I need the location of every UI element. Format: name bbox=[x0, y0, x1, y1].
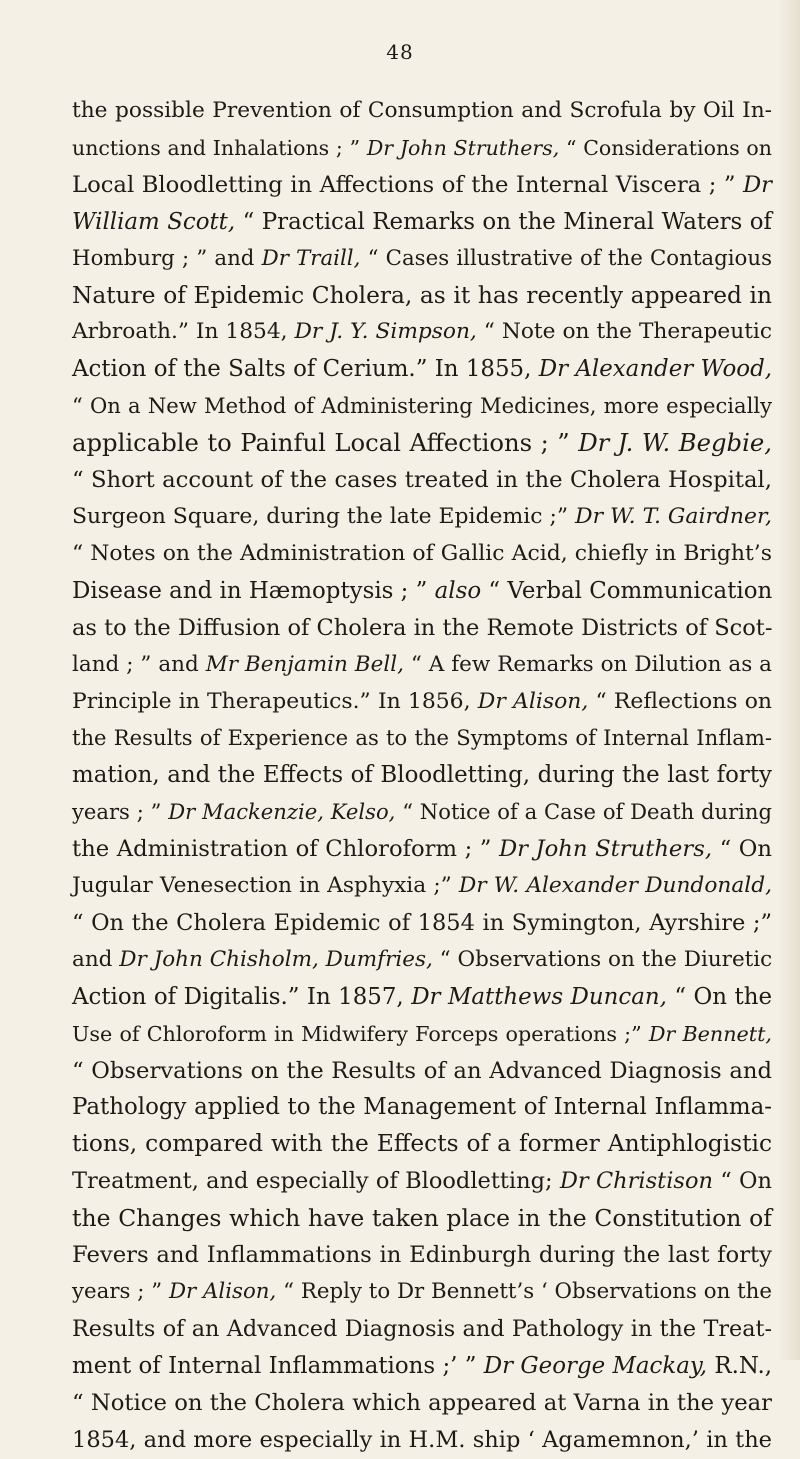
text-line bbox=[72, 942, 772, 979]
italic-name: Dr W. T. Gairdner, bbox=[575, 503, 772, 529]
text-line bbox=[72, 130, 772, 167]
text-line bbox=[72, 1053, 772, 1090]
text-segment: “ Observations on the Results of an Advanced Diagnosis and bbox=[72, 1057, 772, 1084]
text-segment: “ On bbox=[712, 836, 772, 863]
text-segment: Arbroath.” In 1854, bbox=[72, 319, 295, 345]
text-segment: years ; ” bbox=[72, 1279, 169, 1304]
text-segment: Action of the Salts of Cerium.” In 1855, bbox=[72, 356, 539, 383]
text-segment: Surgeon Square, during the late Epidemic ;” bbox=[72, 503, 576, 529]
italic-name: Dr Matthews Duncan, bbox=[411, 983, 667, 1010]
italic-name: Dr Alison, bbox=[168, 1279, 277, 1304]
text-segment: Disease and in Hæmoptysis ; ” bbox=[72, 577, 435, 604]
text-segment: “ Verbal Communication bbox=[481, 577, 773, 604]
text-line bbox=[72, 536, 772, 573]
text-line bbox=[72, 1089, 772, 1126]
text-segment: Jugular Venesection in Asphyxia ;” bbox=[72, 873, 459, 899]
text-line bbox=[72, 499, 772, 536]
text-segment: Local Bloodletting in Affections of the Internal Viscera ; ” bbox=[72, 171, 743, 198]
text-segment: mation, and the Effects of Bloodletting, during the last forty bbox=[72, 762, 772, 789]
italic-name: William Scott, bbox=[72, 208, 236, 235]
text-segment: “ Notice of a Case of Death during bbox=[395, 799, 772, 825]
text-line bbox=[72, 573, 772, 610]
text-line bbox=[72, 1163, 772, 1200]
text-line bbox=[72, 979, 772, 1016]
italic-name: Dr bbox=[742, 171, 772, 198]
text-line bbox=[72, 167, 772, 204]
text-segment: “ On the bbox=[666, 983, 772, 1010]
text-line bbox=[72, 794, 772, 831]
text-segment: “ Notes on the Administration of Gallic Acid, chiefly in Bright’s bbox=[72, 540, 772, 566]
text-line bbox=[72, 1200, 772, 1237]
text-line bbox=[72, 388, 772, 425]
text-line bbox=[72, 93, 772, 130]
text-line bbox=[72, 1126, 772, 1163]
italic-name: Dr Alexander Wood, bbox=[538, 356, 773, 383]
italic-name: Dr John Struthers, bbox=[498, 836, 713, 863]
text-segment: R.N., bbox=[707, 1352, 773, 1379]
text-line bbox=[72, 462, 772, 499]
text-segment: Principle in Therapeutics.” In 1856, bbox=[72, 688, 478, 714]
text-line bbox=[72, 1237, 772, 1274]
text-segment: Treatment, and especially of Bloodletting; bbox=[72, 1168, 560, 1195]
text-line bbox=[72, 868, 772, 905]
text-segment: “ Notice on the Cholera which appeared at Varna in the year bbox=[72, 1389, 772, 1416]
text-line bbox=[72, 905, 772, 942]
italic-name: Dr W. Alexander Dundonald, bbox=[458, 873, 772, 899]
text-segment: Action of Digitalis.” In 1857, bbox=[72, 983, 412, 1010]
text-segment: unctions and Inhalations ; ” bbox=[72, 135, 367, 160]
text-line bbox=[72, 720, 772, 757]
text-line bbox=[72, 1016, 772, 1053]
text-line bbox=[72, 278, 772, 315]
text-segment: ment of Internal Inflammations ;’ ” bbox=[72, 1352, 484, 1379]
text-segment: applicable to Painful Local Affections ; ” bbox=[72, 428, 579, 458]
text-segment: Use of Chloroform in Midwifery Forceps operations ;” bbox=[72, 1021, 649, 1046]
page-edge-shadow bbox=[778, 0, 800, 1360]
text-line bbox=[72, 351, 772, 388]
text-line bbox=[72, 241, 772, 278]
text-segment: “ A few Remarks on Dilution as a bbox=[403, 651, 773, 677]
text-segment: “ Reflections on bbox=[588, 688, 772, 714]
text-line bbox=[72, 425, 772, 462]
text-segment: the Changes which have taken place in the Constitution of bbox=[72, 1204, 772, 1233]
text-line bbox=[72, 1385, 772, 1422]
text-segment: Pathology applied to the Management of Internal Inflamma- bbox=[72, 1094, 772, 1121]
text-segment: Fevers and Inflammations in Edinburgh during the last forty bbox=[72, 1242, 772, 1269]
text-segment: tions, compared with the Effects of a former Antiphlogistic bbox=[72, 1130, 772, 1158]
italic-name: Mr Benjamin Bell, bbox=[205, 651, 404, 677]
text-segment: “ Reply to Dr Bennett’s ‘ Observations on the bbox=[276, 1279, 772, 1304]
italic-name: Dr J. W. Begbie, bbox=[578, 428, 772, 458]
text-line bbox=[72, 204, 772, 241]
text-segment: “ Note on the Therapeutic bbox=[476, 319, 773, 345]
italic-name: Dr Traill, bbox=[261, 245, 361, 271]
text-line bbox=[72, 1311, 772, 1348]
text-segment: Results of an Advanced Diagnosis and Pathology in the Treat- bbox=[72, 1315, 772, 1342]
text-line bbox=[72, 1348, 772, 1385]
text-line bbox=[72, 1422, 772, 1459]
italic-name: Dr Alison, bbox=[477, 688, 589, 714]
text-segment: “ On the Cholera Epidemic of 1854 in Symington, Ayrshire ;” bbox=[72, 909, 772, 936]
text-segment: “ Cases illustrative of the Contagious bbox=[360, 245, 772, 271]
text-line bbox=[72, 684, 772, 721]
text-line bbox=[72, 757, 772, 794]
text-line bbox=[72, 314, 772, 351]
text-segment: the possible Prevention of Consumption and Scrofula by Oil In- bbox=[72, 98, 772, 123]
italic-name: Dr J. Y. Simpson, bbox=[294, 319, 477, 345]
text-segment: “ On a New Method of Administering Medicines, more especially bbox=[72, 393, 772, 419]
text-line bbox=[72, 647, 772, 684]
text-segment: “ Observations on the Diuretic bbox=[432, 946, 773, 972]
italic-name: Dr Christison bbox=[559, 1168, 713, 1195]
italic-name: Dr Bennett, bbox=[648, 1021, 772, 1046]
italic-name: Dr John Struthers, bbox=[366, 135, 560, 160]
text-segment: Homburg ; ” and bbox=[72, 245, 262, 271]
text-line bbox=[72, 1274, 772, 1311]
text-segment: “ On bbox=[712, 1168, 772, 1195]
body-paragraph bbox=[72, 93, 772, 1459]
text-segment: the Results of Experience as to the Symptoms of Internal Inflam- bbox=[72, 725, 772, 751]
page-number: 48 bbox=[386, 40, 414, 64]
italic-name: also bbox=[434, 577, 482, 604]
text-segment: the Administration of Chloroform ; ” bbox=[72, 836, 499, 863]
text-segment: Nature of Epidemic Cholera, as it has recently appeared in bbox=[72, 281, 772, 309]
text-segment: land ; ” and bbox=[72, 651, 206, 677]
text-segment: “ Considerations on bbox=[559, 135, 772, 160]
text-line bbox=[72, 831, 772, 868]
text-segment: “ Practical Remarks on the Mineral Waters of bbox=[235, 208, 772, 235]
italic-name: Dr George Mackay, bbox=[483, 1352, 708, 1379]
text-segment: “ Short account of the cases treated in the Cholera Hospital, bbox=[72, 467, 772, 494]
text-line bbox=[72, 610, 772, 647]
italic-name: Dr John Chisholm, Dumfries, bbox=[119, 946, 433, 972]
text-segment: and bbox=[72, 946, 120, 972]
italic-name: Dr Mackenzie, Kelso, bbox=[168, 799, 396, 825]
text-segment: 1854, and more especially in H.M. ship ‘ Agamemnon,’ in the bbox=[72, 1426, 772, 1453]
text-segment: as to the Diffusion of Cholera in the Remote Districts of Scot- bbox=[72, 614, 773, 641]
text-segment: years ; ” bbox=[72, 799, 169, 825]
